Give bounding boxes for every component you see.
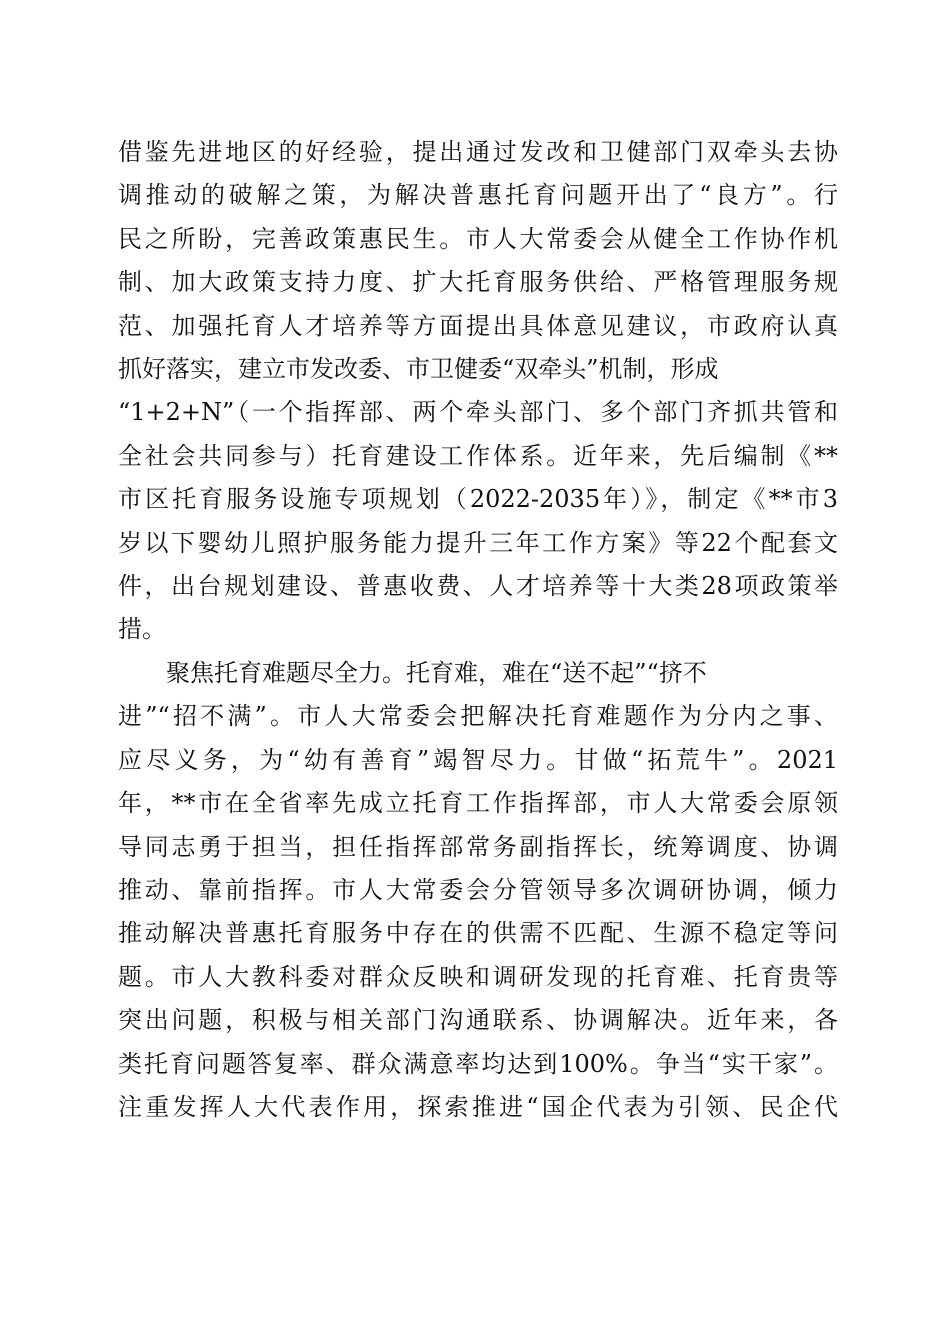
text-line: 范、加强托育人才培养等方面提出具体意见建议，市政府认真 <box>118 311 838 340</box>
text-line: 推动解决普惠托育服务中存在的供需不匹配、生源不稳定等问 <box>118 919 838 948</box>
text-line: “1+2+N”（一个指挥部、两个牵头部门、多个部门齐抓共管和 <box>118 398 838 427</box>
paragraph-2 <box>118 652 838 1129</box>
text-line: 全社会共同参与）托育建设工作体系。近年来，先后编制《** <box>118 441 838 470</box>
text-line: 导同志勇于担当，担任指挥部常务副指挥长，统筹调度、协调 <box>118 832 838 861</box>
text-line: 聚焦托育难题尽全力。托育难，难在“送不起”“挤不 <box>166 659 707 687</box>
text-line: 注重发挥人大代表作用，探索推进“国企代表为引领、民企代 <box>118 1092 838 1121</box>
text-line: 年，**市在全省率先成立托育工作指挥部，市人大常委会原领 <box>118 789 838 818</box>
text-line: 民之所盼，完善政策惠民生。市人大常委会从健全工作协作机 <box>118 224 838 253</box>
text-line: 抓好落实，建立市发改委、市卫健委“双牵头”机制，形成 <box>118 354 719 383</box>
text-line: 措。 <box>118 615 166 644</box>
text-line: 借鉴先进地区的好经验，提出通过发改和卫健部门双牵头去协 <box>118 138 838 166</box>
text-line: 进”“招不满”。市人大常委会把解决托育难题作为分内之事、 <box>118 702 838 731</box>
text-line: 市区托育服务设施专项规划（2022-2035年）》，制定《**市3 <box>118 485 838 514</box>
paragraph-1 <box>118 131 838 652</box>
text-line: 推动、靠前指挥。市人大常委会分管领导多次调研协调，倾力 <box>118 875 838 904</box>
text-line: 制、加大政策支持力度、扩大托育服务供给、严格管理服务规 <box>118 268 838 297</box>
text-line: 突出问题，积极与相关部门沟通联系、协调解决。近年来，各 <box>118 1006 838 1035</box>
text-line: 件，出台规划建设、普惠收费、人才培养等十大类28项政策举 <box>118 571 838 600</box>
text-line: 岁以下婴幼儿照护服务能力提升三年工作方案》等22个配套文 <box>118 528 838 557</box>
text-line: 类托育问题答复率、群众满意率均达到100%。争当“实干家”。 <box>118 1049 838 1078</box>
text-line: 题。市人大教科委对群众反映和调研发现的托育难、托育贵等 <box>118 962 838 991</box>
text-line: 调推动的破解之策，为解决普惠托育问题开出了“良方”。行 <box>118 181 838 210</box>
text-line: 应尽义务，为“幼有善育”竭智尽力。甘做“拓荒牛”。2021 <box>118 745 838 774</box>
